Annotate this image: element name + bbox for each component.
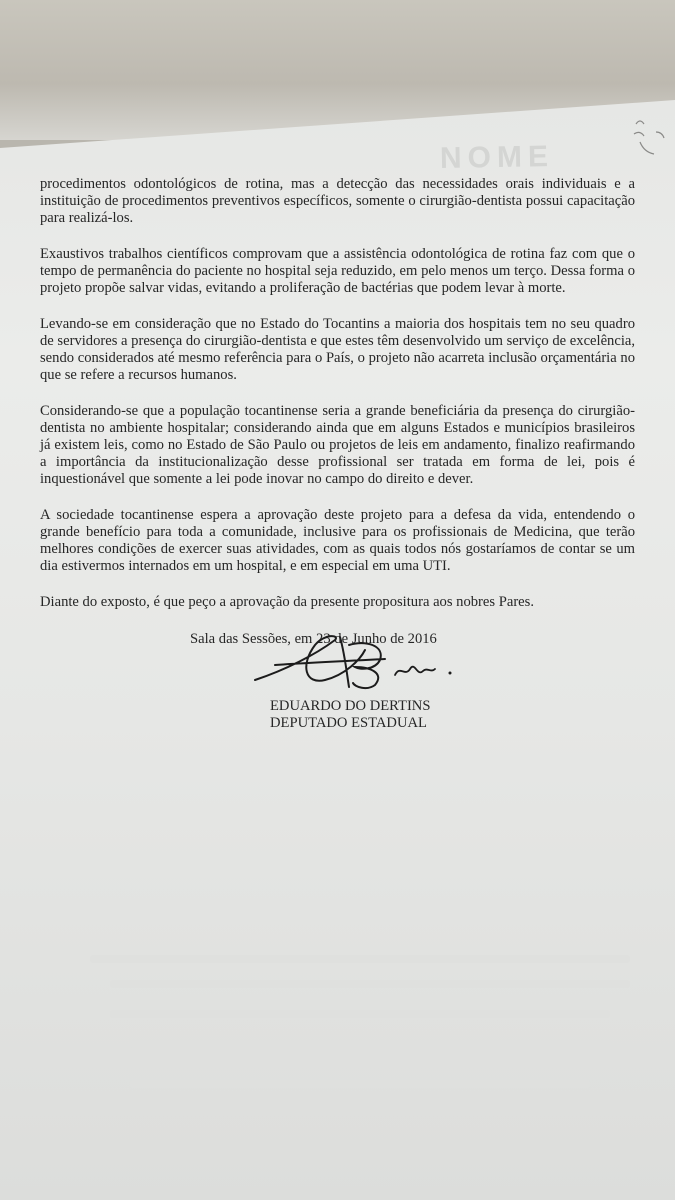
bleed-through-line: [90, 955, 630, 963]
signature-block: [270, 698, 430, 732]
bleed-through-line: [130, 1080, 590, 1088]
handwritten-signature: [245, 625, 465, 695]
paragraph: Levando-se em consideração que no Estado do Tocantins a maioria dos hospitais tem no seu quadro de servidores a presença do cirurgião-dentista e que estes têm desenvolvido um serviço de excelência, sendo considerados até mesmo referência para o País, o projeto não acarreta inclusão orçamentária no que se refere a recursos humanos.: [40, 316, 636, 383]
bleed-through-line: [130, 1040, 610, 1048]
signatory-title: DEPUTADO ESTADUAL: [270, 715, 427, 731]
paragraph: Exaustivos trabalhos científicos comprovam que a assistência odontológica de rotina faz com que o tempo de permanência do paciente no hospital seja reduzido, em pelo menos um terço. Dessa forma o projeto propõe salvar vidas, evitando a proliferação de bactérias que podem levar à morte.: [40, 246, 635, 296]
bleed-through-header: NOME: [439, 140, 555, 176]
document-body: [40, 176, 635, 667]
paragraph: A sociedade tocantinense espera a aprovação deste projeto para a defesa da vida, entendendo o grande benefício para toda a comunidade, inclusive para os profissionais de Medicina, que terão melhores condições de exercer suas atividades, com as quais todos nós gostaríamos de contar se um dia estivermos internados em um hospital, e em especial em uma UTI.: [40, 507, 635, 574]
paragraph: Considerando-se que a população tocantinense seria a grande beneficiária da presença do cirurgião-dentista no ambiente hospitalar; considerando ainda que em alguns Estados e municípios brasileiros já existem leis, como no Estado de São Paulo ou projetos de leis em andamento, finalizo reafirmando a importância da institucionalização desse profissional ser tratada em forma de lei, pois é inquestionável que somente a lei pode inovar no campo do direito e dever.: [40, 403, 635, 487]
paragraph: procedimentos odontológicos de rotina, mas a detecção das necessidades orais individuais e a instituição de procedimentos preventivos específicos, somente o cirurgião-dentista possui capacitação para realizá-los.: [40, 176, 635, 226]
bleed-through-line: [110, 1010, 610, 1018]
place-date: Sala das Sessões, em 23 de Junho de 2016: [190, 631, 437, 647]
paragraph: Diante do exposto, é que peço a aprovação da presente propositura aos nobres Pares.: [40, 594, 534, 610]
bleed-through-line: [110, 980, 630, 988]
signatory-name: EDUARDO DO DERTINS: [270, 698, 431, 714]
